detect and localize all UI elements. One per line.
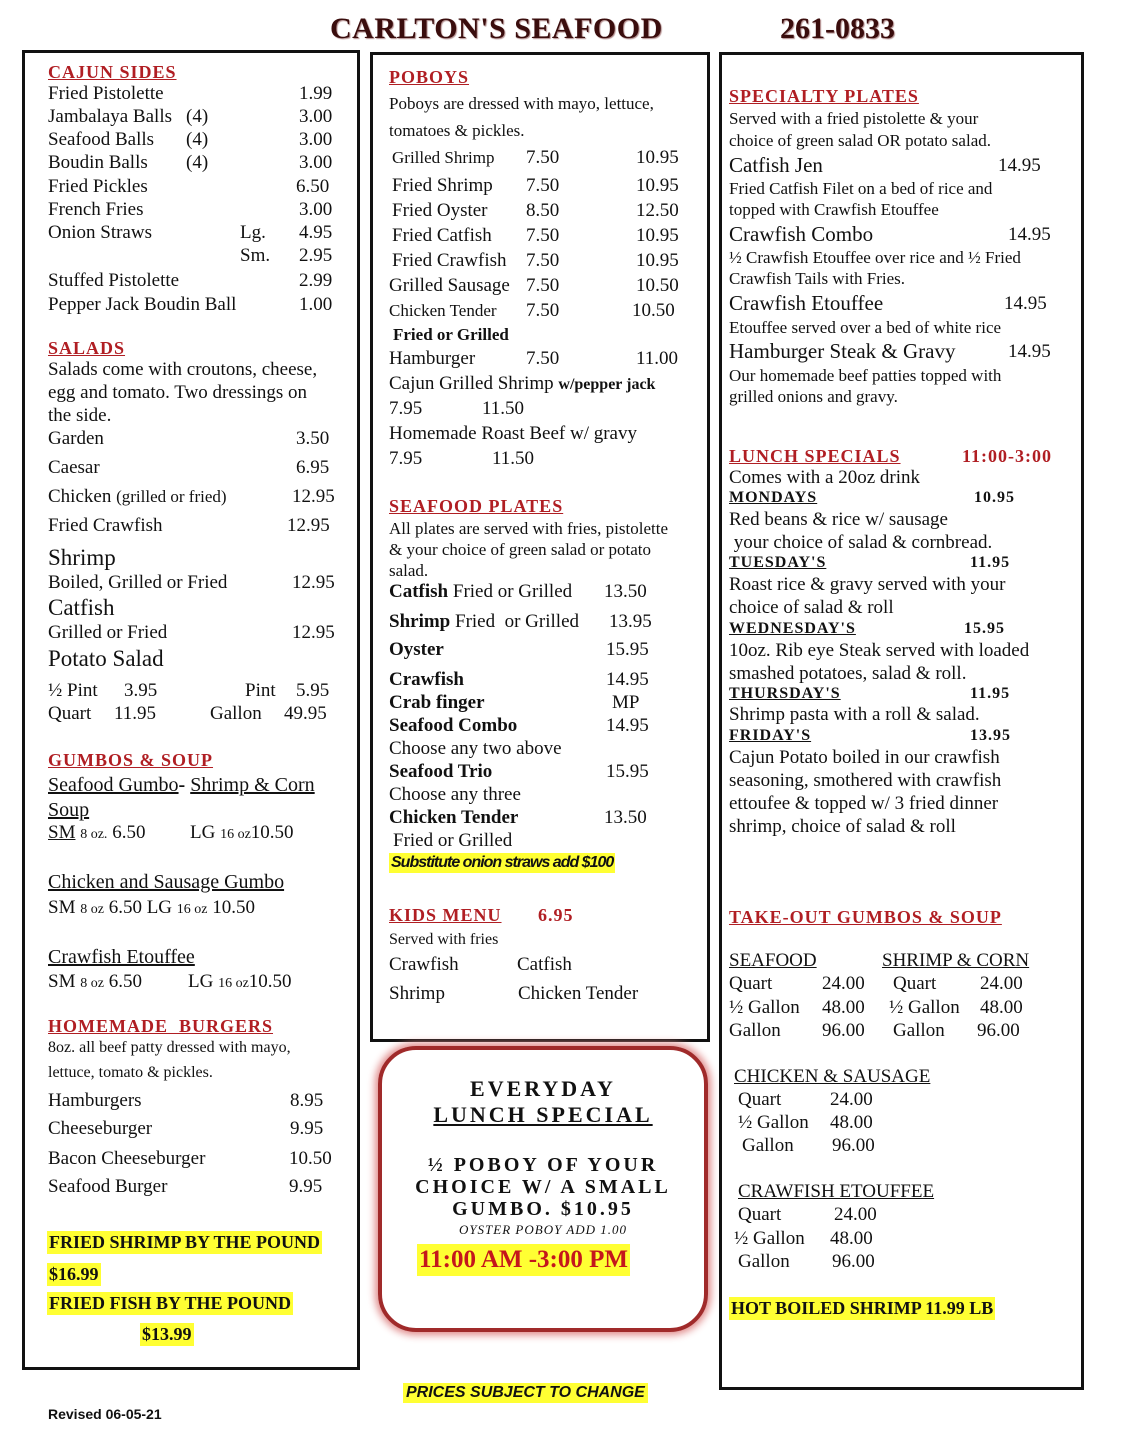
seafood-plates-description: salad. xyxy=(389,561,429,580)
day-price: 13.95 xyxy=(970,727,1011,744)
size-oz: 16 oz xyxy=(218,976,249,991)
whole-price: 10.50 xyxy=(632,300,675,321)
menu-item-price: 48.00 xyxy=(980,997,1023,1018)
menu-item-name: Hamburger Steak & Gravy xyxy=(729,339,956,363)
size-label: Quart xyxy=(738,1089,782,1110)
fried-fish-pound-price: $13.99 xyxy=(142,1324,192,1344)
menu-item-price: 12.95 xyxy=(292,572,335,593)
poboys-description: Poboys are dressed with mayo, lettuce, xyxy=(389,94,654,113)
day-price: 11.95 xyxy=(970,554,1011,571)
gumbos-heading: GUMBOS & SOUP xyxy=(48,750,214,770)
takeout-name: SHRIMP & CORN xyxy=(882,950,1030,971)
kids-menu-description: Served with fries xyxy=(389,931,499,948)
menu-item-name: Shrimp xyxy=(48,545,116,570)
menu-item-sub: Choose any two above xyxy=(389,738,562,759)
everyday-desc: ½ POBOY OF YOUR xyxy=(427,1154,659,1176)
half-price: 7.50 xyxy=(526,225,560,246)
menu-item-name: Grilled Sausage xyxy=(389,275,510,296)
day-desc: Roast rice & gravy served with your xyxy=(729,574,1006,595)
menu-item-desc: grilled onions and gravy. xyxy=(729,387,898,406)
lunch-specials-heading: LUNCH SPECIALS xyxy=(729,446,901,466)
size-label: LG xyxy=(190,822,216,843)
menu-item-desc: topped with Crawfish Etouffee xyxy=(729,200,939,219)
size-label: Gallon xyxy=(893,1020,945,1041)
menu-item-note: w/pepper jack xyxy=(558,376,656,393)
day-label: FRIDAY'S xyxy=(729,727,812,744)
menu-item-name: Chicken Tender xyxy=(389,301,497,320)
menu-item-price: 9.95 xyxy=(289,1176,323,1197)
menu-item-name: Fried Oyster xyxy=(392,200,488,221)
menu-item-name: Onion Straws xyxy=(48,222,152,243)
menu-item-price: 10.50 xyxy=(250,822,294,843)
menu-item-price: 1.99 xyxy=(299,83,333,104)
menu-item-note: Fried or Grilled xyxy=(452,581,573,602)
day-desc: choice of salad & roll xyxy=(729,597,894,618)
menu-item-price: 6.50 xyxy=(112,822,146,843)
revised-date: Revised 06-05-21 xyxy=(48,1406,162,1422)
half-price: 7.50 xyxy=(526,348,560,369)
menu-item-price: 3.95 xyxy=(124,680,158,701)
menu-item-name: Chicken and Sausage Gumbo xyxy=(48,871,285,893)
size-label: ½ Gallon xyxy=(734,1228,805,1249)
menu-item-sub: Fried or Grilled xyxy=(393,325,509,344)
menu-item-name: Catfish Jen xyxy=(729,153,823,177)
plate-row xyxy=(389,581,572,603)
menu-item-price: 24.00 xyxy=(822,973,865,994)
gumbo-sizes-row xyxy=(190,822,294,846)
menu-item-name: Hamburgers xyxy=(48,1090,142,1111)
cajun-grilled-shrimp-row xyxy=(389,373,655,396)
menu-item-name: Catfish xyxy=(389,581,449,602)
menu-item-price: 48.00 xyxy=(822,997,865,1018)
day-desc: smashed potatoes, salad & roll. xyxy=(729,663,967,684)
substitute-note: Substitute onion straws add $100 xyxy=(391,854,614,871)
day-label: MONDAYS xyxy=(729,489,818,506)
menu-item-alt: Shrimp & Corn xyxy=(190,774,315,796)
size-label: Pint xyxy=(245,680,276,701)
menu-item-price: 15.95 xyxy=(606,761,649,782)
size-label: ½ Gallon xyxy=(889,997,960,1018)
menu-item-name: Seafood Trio xyxy=(389,761,493,782)
size-label: Quart xyxy=(729,973,773,994)
size-label: ½ Pint xyxy=(48,680,98,701)
size-label: SM xyxy=(48,822,76,843)
menu-item-price: 48.00 xyxy=(830,1112,873,1133)
size-label: Lg. xyxy=(240,222,266,243)
menu-item-price: 14.95 xyxy=(606,669,649,690)
day-desc: Red beans & rice w/ sausage xyxy=(729,509,948,530)
specialty-description: Served with a fried pistolette & your xyxy=(729,109,979,128)
kids-item: Catfish xyxy=(517,954,572,975)
menu-item-sub: Choose any three xyxy=(389,784,521,805)
menu-item-qty: (4) xyxy=(186,152,209,173)
menu-item-price: 96.00 xyxy=(977,1020,1020,1041)
day-desc: seasoning, smothered with crawfish xyxy=(729,770,1002,791)
menu-item-name: Fried Crawfish xyxy=(392,250,507,271)
day-desc: Shrimp pasta with a roll & salad. xyxy=(729,704,980,725)
menu-item-name: French Fries xyxy=(48,199,144,220)
menu-item-price: 10.50 xyxy=(289,1148,332,1169)
menu-item-price: 49.95 xyxy=(284,703,327,724)
fried-shrimp-pound-price: $16.99 xyxy=(49,1264,99,1284)
menu-item-price: 3.00 xyxy=(299,129,333,150)
menu-item-name: Jambalaya Balls xyxy=(48,106,172,127)
menu-item-price: 14.95 xyxy=(1004,293,1047,314)
hot-boiled-shrimp: HOT BOILED SHRIMP 11.99 LB xyxy=(731,1298,994,1318)
size-oz: 8 oz xyxy=(80,976,104,991)
menu-item-price: 13.95 xyxy=(609,611,652,632)
cajun-sides-heading: CAJUN SIDES xyxy=(48,62,177,82)
menu-item-price: 14.95 xyxy=(606,715,649,736)
everyday-title: LUNCH SPECIAL xyxy=(433,1102,653,1127)
day-price: 10.95 xyxy=(974,489,1015,506)
menu-item-name: Stuffed Pistolette xyxy=(48,270,180,291)
size-label: ½ Gallon xyxy=(729,997,800,1018)
menu-item-price: 6.95 xyxy=(296,457,330,478)
fried-fish-pound: FRIED FISH BY THE POUND xyxy=(49,1293,292,1313)
size-label: Gallon xyxy=(738,1251,790,1272)
seafood-plates-heading: SEAFOOD PLATES xyxy=(389,496,564,516)
day-label: TUESDAY'S xyxy=(729,554,827,571)
kids-menu-heading: KIDS MENU xyxy=(389,905,502,925)
dash-separator: - xyxy=(178,774,186,796)
day-desc: shrimp, choice of salad & roll xyxy=(729,816,956,837)
lunch-specials-hours: 11:00-3:00 xyxy=(962,446,1052,466)
menu-item-price: 4.95 xyxy=(299,222,333,243)
menu-item-name: Fried Catfish xyxy=(392,225,492,246)
size-label: LG xyxy=(146,897,173,918)
menu-item-price: 13.50 xyxy=(604,807,647,828)
menu-item-price: 3.00 xyxy=(299,106,333,127)
menu-item-price: 24.00 xyxy=(980,973,1023,994)
day-desc: your choice of salad & cornbread. xyxy=(729,532,993,553)
takeout-heading: TAKE-OUT GUMBOS & SOUP xyxy=(729,907,1002,927)
gumbo-sizes-row xyxy=(48,822,145,846)
gumbo-sizes-row xyxy=(188,971,292,995)
menu-item-name: Bacon Cheeseburger xyxy=(48,1148,206,1169)
menu-item-price: 6.50 xyxy=(296,176,330,197)
fried-shrimp-pound: FRIED SHRIMP BY THE POUND xyxy=(49,1232,321,1252)
size-label: Quart xyxy=(48,703,92,724)
size-label: Quart xyxy=(893,973,937,994)
menu-item-price: 2.99 xyxy=(299,270,333,291)
menu-item-price: 24.00 xyxy=(830,1089,873,1110)
menu-item-name: Caesar xyxy=(48,457,100,478)
whole-price: 10.95 xyxy=(636,250,679,271)
size-label: SM xyxy=(48,971,76,992)
menu-item-price: 3.00 xyxy=(299,152,333,173)
everyday-special-box xyxy=(378,1046,708,1332)
takeout-name: CRAWFISH ETOUFFEE xyxy=(738,1181,935,1202)
menu-item-price: 8.95 xyxy=(290,1090,324,1111)
size-oz: 8 oz xyxy=(80,902,104,917)
oyster-addon: OYSTER POBOY ADD 1.00 xyxy=(458,1222,628,1237)
size-label: Sm. xyxy=(240,245,271,266)
size-oz: 16 oz xyxy=(176,902,208,917)
menu-item-price: 2.95 xyxy=(299,245,333,266)
kids-item: Crawfish xyxy=(389,954,459,975)
half-price: 7.95 xyxy=(389,398,423,419)
menu-item-name: Seafood Balls xyxy=(48,129,155,150)
menu-item-price: 96.00 xyxy=(832,1251,875,1272)
menu-item-price: 12.95 xyxy=(292,486,335,507)
menu-item-price: 10.50 xyxy=(212,897,255,918)
day-desc: Cajun Potato boiled in our crawfish xyxy=(729,747,1000,768)
menu-item-name: Boudin Balls xyxy=(48,152,148,173)
poboys-description: tomatoes & pickles. xyxy=(389,121,525,140)
lunch-drink-note: Comes with a 20oz drink xyxy=(729,467,921,488)
menu-item-name: Chicken Tender xyxy=(389,807,519,828)
kids-menu-price: 6.95 xyxy=(538,905,574,925)
everyday-title: EVERYDAY xyxy=(470,1076,616,1101)
menu-item-price: MP xyxy=(612,692,640,713)
phone-number: 261-0833 xyxy=(780,12,895,45)
menu-item-sub: Boiled, Grilled or Fried xyxy=(48,572,228,593)
size-label: SM xyxy=(48,897,76,918)
menu-item-price: 96.00 xyxy=(832,1135,875,1156)
half-price: 7.50 xyxy=(526,175,560,196)
half-price: 8.50 xyxy=(526,200,560,221)
menu-item-alt: Soup xyxy=(48,799,90,821)
whole-price: 11.00 xyxy=(636,348,679,369)
menu-item-price: 5.95 xyxy=(296,680,330,701)
menu-item-price: 14.95 xyxy=(998,155,1041,176)
menu-item-name: Seafood Gumbo xyxy=(48,774,179,796)
menu-item-price: 6.50 xyxy=(108,971,142,992)
menu-item-note: (grilled or fried) xyxy=(116,487,227,506)
kids-item: Chicken Tender xyxy=(518,983,639,1004)
menu-item-name: Fried Shrimp xyxy=(392,175,493,196)
menu-item-name: Crab finger xyxy=(389,692,485,713)
menu-item-price: 48.00 xyxy=(830,1228,873,1249)
menu-item-price: 6.50 xyxy=(108,897,142,918)
burgers-description: 8oz. all beef patty dressed with mayo, xyxy=(48,1039,291,1056)
day-price: 15.95 xyxy=(964,620,1005,637)
whole-price: 11.50 xyxy=(482,398,525,419)
menu-item-desc: Etouffee served over a bed of white rice xyxy=(729,318,1002,337)
whole-price: 11.50 xyxy=(492,448,535,469)
menu-item-sub: Fried or Grilled xyxy=(393,830,513,851)
size-oz: 8 oz. xyxy=(80,827,108,842)
burgers-heading: HOMEMADE BURGERS xyxy=(48,1016,274,1036)
menu-item-name: Seafood Combo xyxy=(389,715,518,736)
menu-item-desc: Fried Catfish Filet on a bed of rice and xyxy=(729,179,993,198)
menu-item-name: Shrimp xyxy=(389,611,451,632)
half-price: 7.50 xyxy=(526,275,560,296)
menu-item-price: 10.50 xyxy=(248,971,292,992)
restaurant-name: CARLTON'S SEAFOOD xyxy=(330,12,663,45)
menu-item-name: Fried Pistolette xyxy=(48,83,164,104)
whole-price: 10.50 xyxy=(636,275,679,296)
whole-price: 10.95 xyxy=(636,147,679,168)
menu-item-price: 11.95 xyxy=(114,703,157,724)
gumbo-sizes-row xyxy=(48,897,255,921)
menu-item-name: Pepper Jack Boudin Ball xyxy=(48,294,237,315)
menu-item-price: 14.95 xyxy=(1008,341,1051,362)
menu-item-name: Cajun Grilled Shrimp xyxy=(389,373,554,394)
half-price: 7.50 xyxy=(526,250,560,271)
chicken-salad-row xyxy=(48,486,227,508)
menu-item-desc: Our homemade beef patties topped with xyxy=(729,366,1002,385)
takeout-name: CHICKEN & SAUSAGE xyxy=(734,1066,931,1087)
menu-item-name: Cheeseburger xyxy=(48,1118,153,1139)
whole-price: 10.95 xyxy=(636,175,679,196)
menu-item-name: Garden xyxy=(48,428,104,449)
menu-item-name: Crawfish xyxy=(389,669,464,690)
menu-item-name: Chicken xyxy=(48,486,112,507)
day-label: WEDNESDAY'S xyxy=(729,620,856,637)
menu-item-price: 15.95 xyxy=(606,639,649,660)
salads-description: Salads come with croutons, cheese, xyxy=(48,359,318,380)
whole-price: 12.50 xyxy=(636,200,679,221)
menu-item-name: Oyster xyxy=(389,639,444,660)
menu-item-price: 9.95 xyxy=(290,1118,324,1139)
everyday-desc: CHOICE W/ A SMALL xyxy=(415,1176,671,1198)
menu-item-sub: Grilled or Fried xyxy=(48,622,168,643)
kids-item: Shrimp xyxy=(389,983,445,1004)
size-label: Gallon xyxy=(742,1135,794,1156)
whole-price: 10.95 xyxy=(636,225,679,246)
menu-item-qty: (4) xyxy=(186,129,209,150)
everyday-hours: 11:00 AM -3:00 PM xyxy=(417,1244,630,1276)
menu-item-qty: (4) xyxy=(186,106,209,127)
menu-item-desc: Crawfish Tails with Fries. xyxy=(729,269,906,288)
seafood-plates-description: All plates are served with fries, pistolette xyxy=(389,519,668,538)
size-oz: 16 oz xyxy=(220,827,251,842)
menu-item-name: Homemade Roast Beef w/ gravy xyxy=(389,423,637,444)
size-label: ½ Gallon xyxy=(738,1112,809,1133)
prices-subject-to-change: PRICES SUBJECT TO CHANGE xyxy=(403,1383,648,1403)
menu-item-price: 12.95 xyxy=(287,515,330,536)
day-desc: 10oz. Rib eye Steak served with loaded xyxy=(729,640,1030,661)
salads-description: egg and tomato. Two dressings on xyxy=(48,382,308,403)
size-label: Gallon xyxy=(729,1020,781,1041)
half-price: 7.95 xyxy=(389,448,423,469)
half-price: 7.50 xyxy=(526,300,560,321)
menu-item-name: Crawfish Etouffee xyxy=(48,946,195,968)
menu-item-name: Catfish xyxy=(48,595,115,620)
menu-item-name: Crawfish Combo xyxy=(729,222,874,246)
menu-item-price: 1.00 xyxy=(299,294,333,315)
plate-row xyxy=(389,611,579,633)
seafood-gumbo-row xyxy=(48,774,315,796)
everyday-desc: GUMBO. $10.95 xyxy=(452,1198,634,1220)
seafood-plates-description: & your choice of green salad or potato xyxy=(389,540,651,559)
menu-item-price: 14.95 xyxy=(1008,224,1051,245)
specialty-description: choice of green salad OR potato salad. xyxy=(729,131,991,150)
day-desc: ettoufee & topped w/ 3 fried dinner xyxy=(729,793,999,814)
size-label: Quart xyxy=(738,1204,782,1225)
menu-item-name: Crawfish Etouffee xyxy=(729,291,884,315)
specialty-plates-heading: SPECIALTY PLATES xyxy=(729,86,919,106)
menu-item-name: Seafood Burger xyxy=(48,1176,168,1197)
size-label: Gallon xyxy=(210,703,262,724)
menu-item-price: 13.50 xyxy=(604,581,647,602)
day-label: THURSDAY'S xyxy=(729,685,841,702)
menu-item-price: 24.00 xyxy=(834,1204,877,1225)
menu-item-price: 96.00 xyxy=(822,1020,865,1041)
menu-item-price: 12.95 xyxy=(292,622,335,643)
size-label: LG xyxy=(188,971,214,992)
menu-item-name: Grilled Shrimp xyxy=(392,148,495,167)
menu-item-price: 3.50 xyxy=(296,428,330,449)
gumbo-sizes-row xyxy=(48,971,142,995)
menu-item-desc: ½ Crawfish Etouffee over rice and ½ Fried xyxy=(729,248,1021,267)
half-price: 7.50 xyxy=(526,147,560,168)
menu-item-price: 3.00 xyxy=(299,199,333,220)
menu-item-name: Potato Salad xyxy=(48,646,164,671)
menu-item-name: Fried Crawfish xyxy=(48,515,163,536)
salads-heading: SALADS xyxy=(48,338,126,358)
poboys-heading: POBOYS xyxy=(389,67,470,87)
takeout-name: SEAFOOD xyxy=(729,950,817,971)
menu-item-name: Hamburger xyxy=(389,348,476,369)
salads-description: the side. xyxy=(48,405,112,426)
burgers-description: lettuce, tomato & pickles. xyxy=(48,1064,213,1081)
menu-item-name: Fried Pickles xyxy=(48,176,148,197)
day-price: 11.95 xyxy=(970,685,1011,702)
menu-item-note: Fried or Grilled xyxy=(455,611,580,632)
